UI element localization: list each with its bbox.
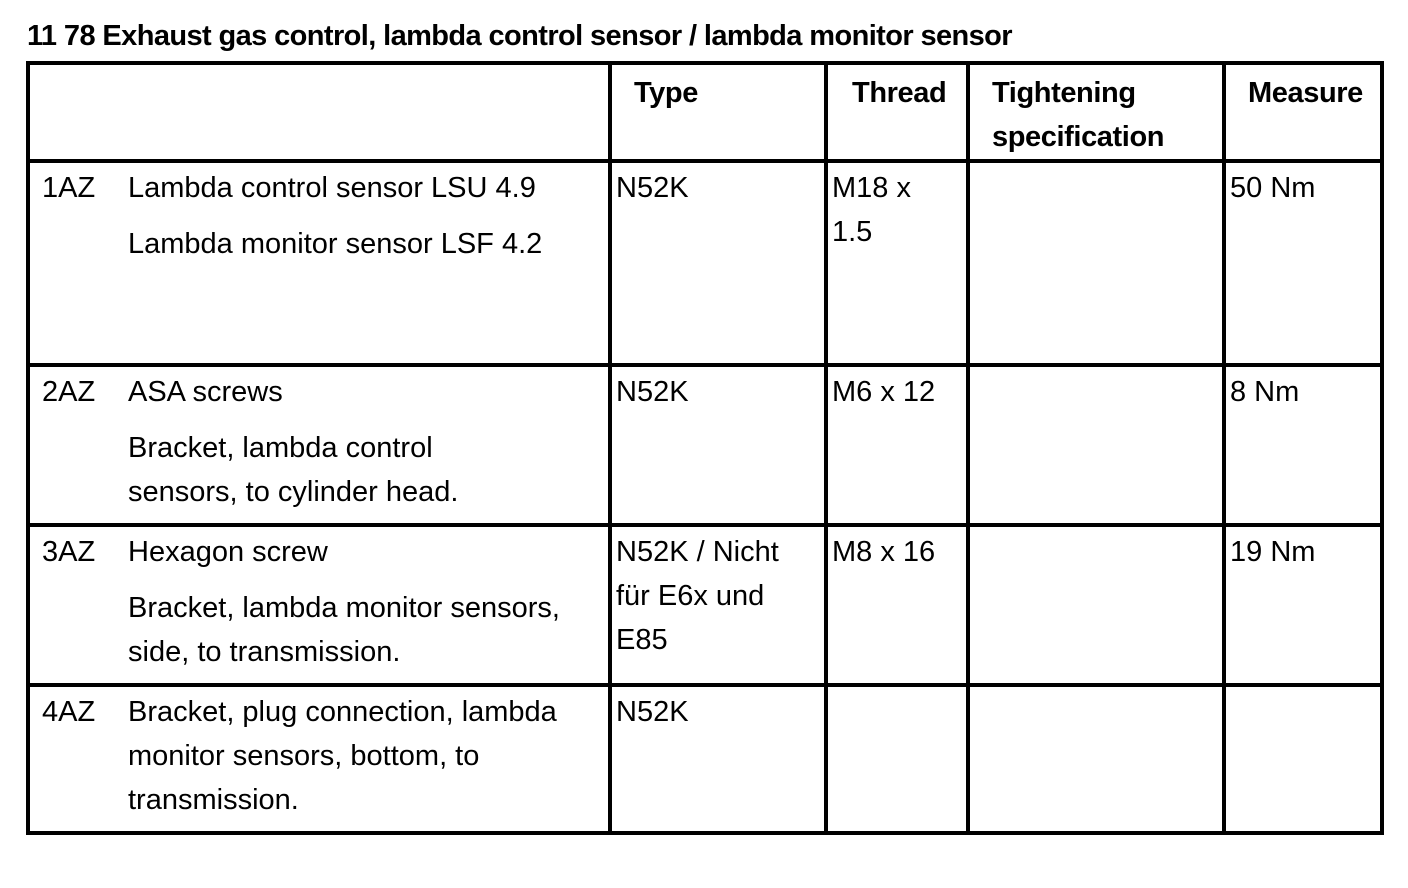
table-row [28, 525, 1382, 685]
tightening-cell [968, 365, 1224, 525]
position-code: 3AZ [42, 536, 96, 568]
table-row [28, 365, 1382, 525]
item-description: Lambda monitor sensor LSF 4.2 [128, 228, 543, 260]
table-row [28, 685, 1382, 833]
header-item [28, 63, 610, 161]
item-cell [28, 685, 610, 833]
position-code: 2AZ [42, 376, 96, 408]
type-cell: N52K [610, 685, 826, 833]
table-header-row [28, 63, 1382, 161]
item-cell [28, 161, 610, 365]
tightening-cell [968, 161, 1224, 365]
measure-cell: 19 Nm [1224, 525, 1382, 685]
position-code: 1AZ [42, 172, 96, 204]
thread-cell: M8 x 16 [826, 525, 968, 685]
table-row [28, 161, 1382, 365]
position-code: 4AZ [42, 696, 96, 728]
item-description: Bracket, lambda monitor sensors, side, to transmission. [128, 592, 560, 668]
item-description: Lambda control sensor LSU 4.9 [128, 172, 536, 204]
thread-cell: M6 x 12 [826, 365, 968, 525]
measure-cell: 50 Nm [1224, 161, 1382, 365]
type-cell: N52K / Nicht für E6x und E85 [610, 525, 826, 685]
item-description: Hexagon screw [128, 536, 328, 568]
page-title: 11 78 Exhaust gas control, lambda control sensor / lambda monitor sensor [27, 20, 1012, 52]
torque-spec-table [26, 61, 1384, 835]
header-tightening: Tightening specification [968, 63, 1224, 161]
item-description: Bracket, plug connection, lambda monitor sensors, bottom, to transmission. [128, 696, 557, 816]
item-description: ASA screws [128, 376, 283, 408]
header-thread: Thread [826, 63, 968, 161]
item-cell [28, 365, 610, 525]
type-cell: N52K [610, 161, 826, 365]
item-description: Bracket, lambda control sensors, to cylinder head. [128, 432, 459, 508]
item-cell [28, 525, 610, 685]
header-measure: Measure [1224, 63, 1382, 161]
header-type: Type [610, 63, 826, 161]
thread-cell: M18 x 1.5 [826, 161, 968, 365]
tightening-cell [968, 685, 1224, 833]
measure-cell: 8 Nm [1224, 365, 1382, 525]
thread-cell [826, 685, 968, 833]
tightening-cell [968, 525, 1224, 685]
type-cell: N52K [610, 365, 826, 525]
measure-cell [1224, 685, 1382, 833]
